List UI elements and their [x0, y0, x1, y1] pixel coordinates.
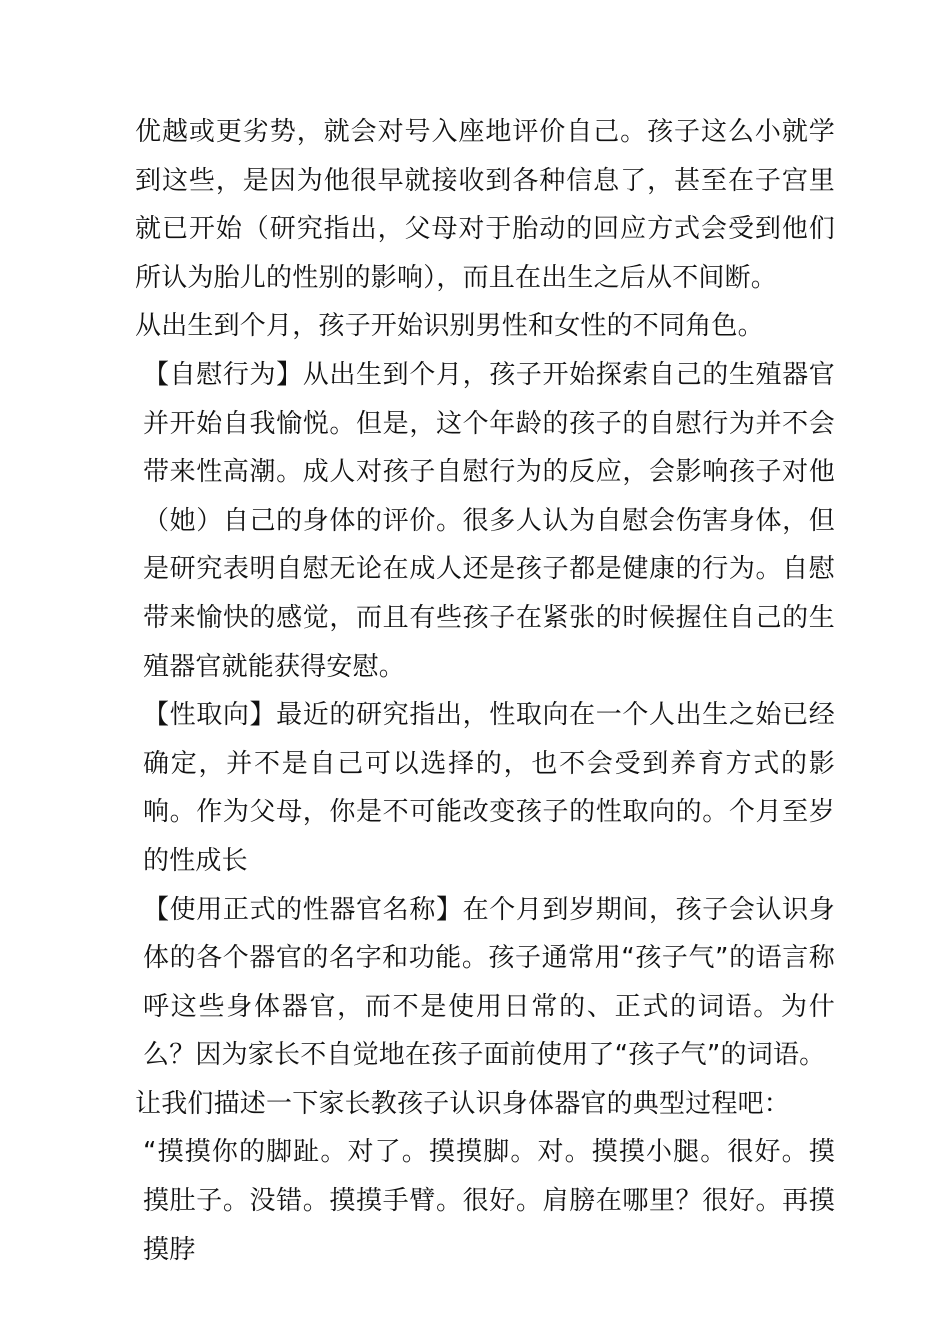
paragraph-formal-organ-names: 【使用正式的性器官名称】在个月到岁期间，孩子会认识身体的各个器官的名字和功能。孩子通常用“孩子气”的语言称呼这些身体器官，而不是使用日常的、正式的词语。为什么？因为家长不自觉地在孩子面前使用了“孩子气”的词语。 [143, 894, 835, 1071]
paragraph-sexual-orientation: 【性取向】最近的研究指出，性取向在一个人出生之始已经确定，并不是自己可以选择的，也不会受到养育方式的影响。作为父母，你是不可能改变孩子的性取向的。个月至岁的性成长 [143, 700, 835, 876]
paragraph-teaching-process: 让我们描述一下家长教孩子认识身体器官的典型过程吧： [135, 1088, 791, 1119]
paragraph-touch-dialogue: “摸摸你的脚趾。对了。摸摸脚。对。摸摸小腿。很好。摸摸肚子。没错。摸摸手臂。很好。肩膀在哪里？很好。再摸摸脖 [143, 1137, 835, 1265]
paragraph-gender-signals: 优越或更劣势，就会对号入座地评价自己。孩子这么小就学到这些，是因为他很早就接收到各种信息了，甚至在子宫里就已开始（研究指出，父母对于胎动的回应方式会受到他们所认为胎儿的性别的影响），而且在出生之后从不间断。 [135, 117, 835, 293]
document-page [135, 108, 835, 1274]
paragraph-gender-roles: 从出生到个月，孩子开始识别男性和女性的不同角色。 [135, 311, 764, 342]
paragraph-masturbation: 【自慰行为】从出生到个月，孩子开始探索自己的生殖器官并开始自我愉悦。但是，这个年龄的孩子的自慰行为并不会带来性高潮。成人对孩子自慰行为的反应，会影响孩子对他（她）自己的身体的评价。很多人认为自慰会伤害身体，但是研究表明自慰无论在成人还是孩子都是健康的行为。自慰带来愉快的感觉，而且有些孩子在紧张的时候握住自己的生殖器官就能获得安慰。 [143, 359, 835, 682]
